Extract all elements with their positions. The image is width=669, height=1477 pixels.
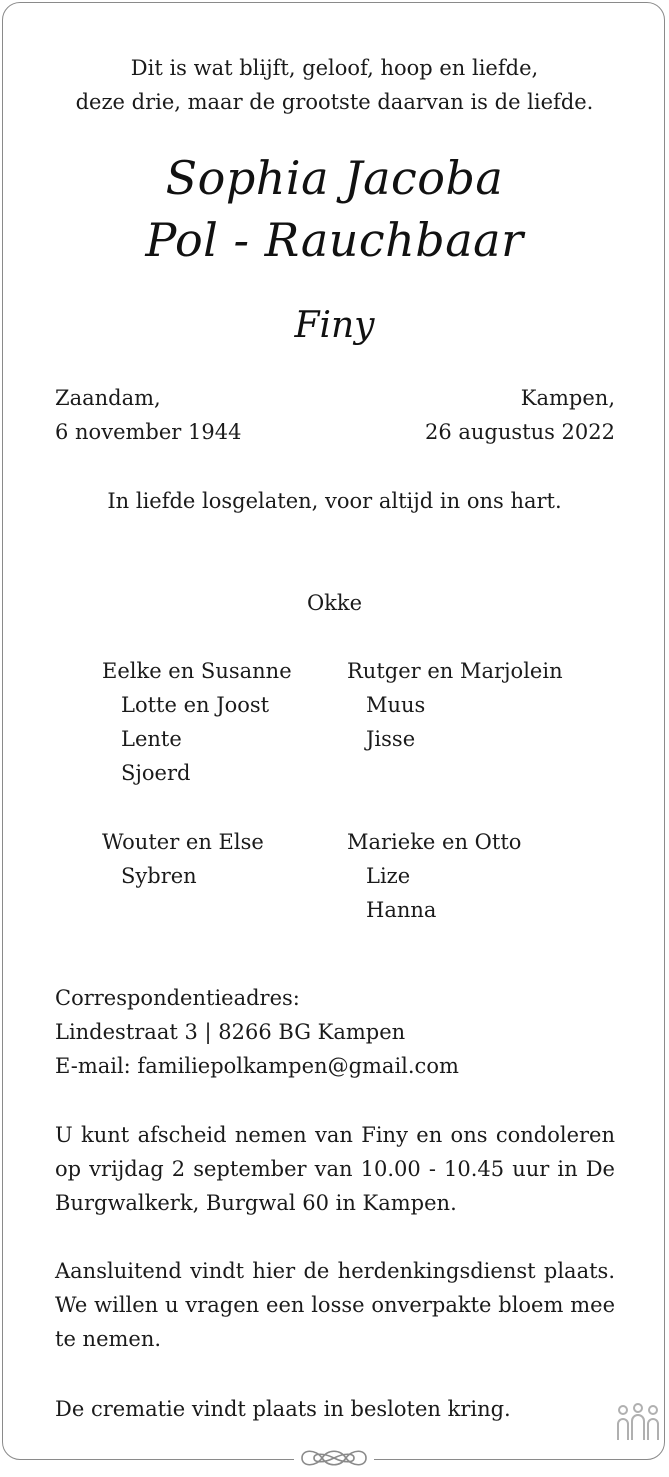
deceased-nickname: Finy [294,305,375,346]
family-parents: Marieke en Otto [347,830,522,854]
family-child: Lize [366,864,411,888]
family-child: Lotte en Joost [121,693,270,717]
family-child: Muus [366,693,426,717]
service-paragraph: Aansluitend vindt hier de herdenkingsdienst plaats. We willen u vragen een losse onverpakte bloem mee te nemen. [55,1259,615,1351]
cremation-paragraph: De crematie vindt plaats in besloten kring. [55,1397,511,1421]
tagline: In liefde losgelaten, voor altijd in ons hart. [107,489,562,513]
farewell-paragraph: U kunt afscheid nemen van Finy en ons condoleren op vrijdag 2 september van 10.00 - 10.45 uur in De Burgwalkerk, Burgwal 60 in Kampen. [55,1123,615,1215]
deceased-name-line-2: Pol - Rauchbaar [145,213,524,267]
deceased-name-line-1: Sophia Jacoba [165,151,504,205]
family-child: Lente [121,727,182,751]
family-parents: Eelke en Susanne [102,659,292,683]
correspondence-label: Correspondentieadres: [55,986,300,1010]
birth-place: Zaandam, [55,386,161,410]
family-child: Sybren [121,864,197,888]
spouse-name: Okke [306,591,363,615]
death-date: 26 augustus 2022 [424,420,615,444]
family-child: Jisse [366,727,416,751]
verse-line-2: deze drie, maar de grootste daarvan is de liefde. [75,90,594,114]
correspondence-address: Lindestraat 3 | 8266 BG Kampen [55,1020,406,1044]
verse-line-1: Dit is wat blijft, geloof, hoop en liefde, [130,56,539,80]
family-parents: Wouter en Else [102,830,264,854]
birth-date: 6 november 1944 [55,420,242,444]
death-place: Kampen, [520,386,615,410]
family-parents: Rutger en Marjolein [347,659,563,683]
correspondence-email: E-mail: familiepolkampen@gmail.com [55,1054,459,1078]
people-group-icon [615,1402,661,1446]
family-child: Hanna [366,898,437,922]
family-child: Sjoerd [121,761,191,785]
